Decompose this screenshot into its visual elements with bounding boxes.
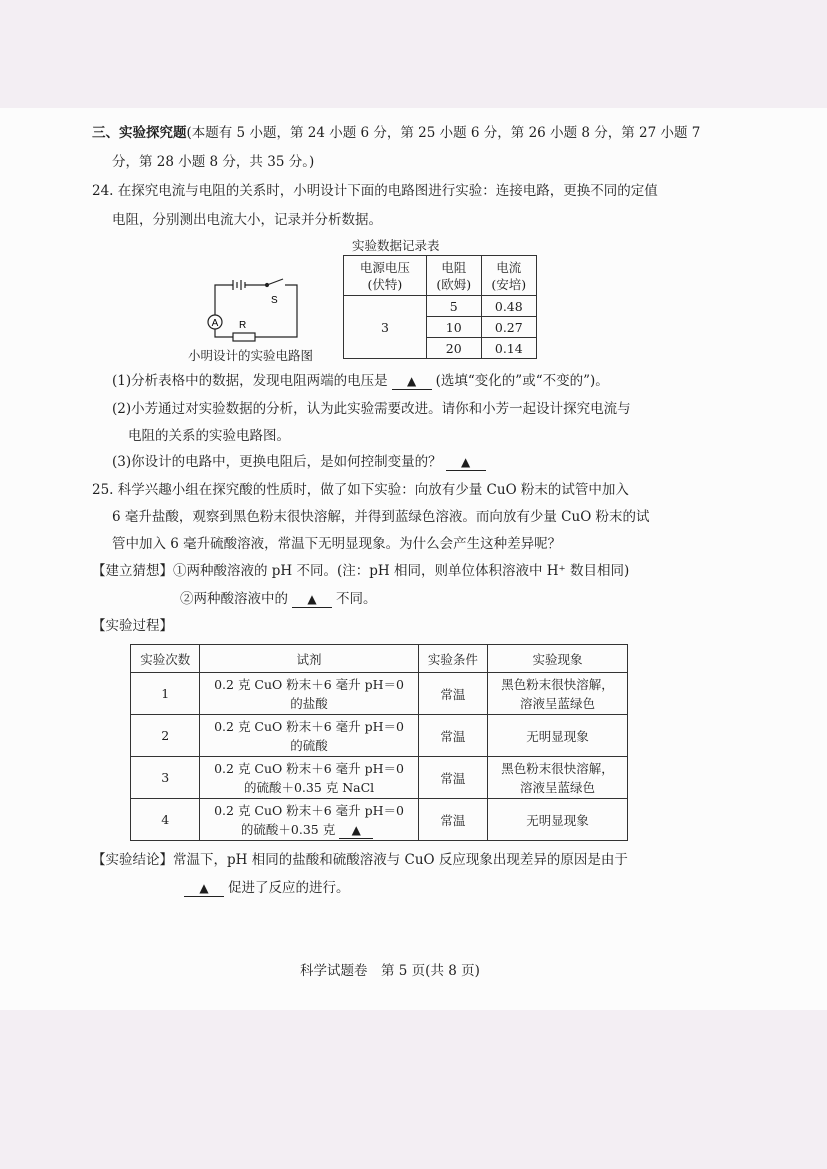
section-desc-1: (本题有 5 小题，第 24 小题 6 分，第 25 小题 6 分，第 26 小题 8 分，第 27 小题 7: [186, 125, 701, 141]
header-voltage: 电源电压 (伏特): [344, 256, 427, 296]
phenomenon-cell: 黑色粉末很快溶解， 溶液呈蓝绿色: [488, 673, 628, 715]
wire-top-left: [215, 285, 233, 315]
record-table: [343, 255, 537, 359]
q25-conclusion-1: 【实验结论】常温下，pH 相同的盐酸和硫酸溶液与 CuO 反应现象出现差异的原因是由于: [92, 852, 628, 868]
reagent-cell: 0.2 克 CuO 粉末＋6 毫升 pH＝0 的硫酸: [200, 715, 418, 757]
q25-stem-2: 6 毫升盐酸，观察到黑色粉末很快溶解，并得到蓝绿色溶液。而向放有少量 CuO 粉末的试: [112, 509, 650, 525]
current-cell: 0.14: [481, 338, 536, 359]
q24-stem-2: 电阻，分别测出电流大小，记录并分析数据。: [112, 212, 382, 228]
header-condition: 实验条件: [418, 645, 487, 673]
record-table-header-row: [344, 256, 537, 296]
q24-part3: (3)你设计的电路中，更换电阻后，是如何控制变量的？ ▲: [112, 452, 490, 472]
condition-cell: 常温: [418, 799, 487, 841]
q25-stem-1: 25. 科学兴趣小组在探究酸的性质时，做了如下实验：向放有少量 CuO 粉末的试管中加入: [92, 482, 629, 498]
experiment-table-header-row: [131, 645, 628, 673]
table-row: [131, 715, 628, 757]
answer-blank[interactable]: ▲: [184, 880, 224, 897]
reagent-cell: 0.2 克 CuO 粉末＋6 毫升 pH＝0 的硫酸＋0.35 克 NaCl: [200, 757, 418, 799]
phenomenon-cell: 无明显现象: [488, 715, 628, 757]
table-row: [344, 296, 537, 317]
switch-label: S: [271, 295, 278, 306]
answer-blank[interactable]: ▲: [292, 591, 332, 608]
q24-part1: (1)分析表格中的数据，发现电阻两端的电压是 ▲ (选填“变化的”或“不变的”)。: [112, 373, 609, 389]
section-header: [92, 123, 700, 143]
resistance-cell: 10: [426, 317, 481, 338]
q24-part2-2: 电阻的关系的实验电路图。: [128, 428, 290, 444]
ammeter-label: A: [211, 318, 219, 329]
phenomenon-cell: 无明显现象: [488, 799, 628, 841]
resistor-label: R: [239, 320, 247, 331]
trial-cell: 3: [131, 757, 200, 799]
phenomenon-cell: 黑色粉末很快溶解， 溶液呈蓝绿色: [488, 757, 628, 799]
top-margin-band: [0, 0, 827, 108]
header-trial: 实验次数: [131, 645, 200, 673]
trial-cell: 2: [131, 715, 200, 757]
experiment-table: [130, 644, 628, 841]
resistor-symbol: [233, 333, 255, 341]
exam-page: [0, 108, 827, 1010]
current-cell: 0.48: [481, 296, 536, 317]
header-reagent: 试剂: [200, 645, 418, 673]
table-row: [131, 673, 628, 715]
table-row: [131, 799, 628, 841]
section-title: 三、实验探究题: [92, 125, 187, 141]
q24-stem-1: 24. 在探究电流与电阻的关系时，小明设计下面的电路图进行实验：连接电路，更换不同的定值: [92, 183, 658, 199]
trial-cell: 4: [131, 799, 200, 841]
answer-blank[interactable]: ▲: [446, 454, 486, 471]
header-current: 电流 (安培): [481, 256, 536, 296]
trial-cell: 1: [131, 673, 200, 715]
voltage-cell: 3: [344, 296, 427, 359]
switch-blade: [267, 279, 283, 285]
condition-cell: 常温: [418, 715, 487, 757]
page-footer: 科学试题卷 第 5 页(共 8 页): [300, 963, 480, 979]
q24-part2-1: (2)小芳通过对实验数据的分析，认为此实验需要改进。请你和小芳一起设计探究电流与: [112, 401, 631, 417]
bottom-margin-band: [0, 1010, 827, 1169]
circuit-diagram: [195, 270, 310, 345]
q25-hypothesis-1: 【建立猜想】①两种酸溶液的 pH 不同。(注：pH 相同，则单位体积溶液中 H⁺ 数目相同): [92, 563, 630, 579]
condition-cell: 常温: [418, 673, 487, 715]
resistance-cell: 20: [426, 338, 481, 359]
reagent-cell: 0.2 克 CuO 粉末＋6 毫升 pH＝0 的盐酸: [200, 673, 418, 715]
circuit-caption: 小明设计的实验电路图: [188, 348, 314, 363]
q25-stem-3: 管中加入 6 毫升硫酸溶液，常温下无明显现象。为什么会产生这种差异呢？: [112, 536, 562, 552]
answer-blank[interactable]: ▲: [339, 822, 373, 839]
table-row: [131, 757, 628, 799]
current-cell: 0.27: [481, 317, 536, 338]
record-table-title: 实验数据记录表: [352, 238, 440, 253]
process-label: 【实验过程】: [92, 618, 173, 634]
reagent-cell: 0.2 克 CuO 粉末＋6 毫升 pH＝0 的硫酸＋0.35 克 ▲: [200, 799, 418, 841]
header-phenomenon: 实验现象: [488, 645, 628, 673]
q25-hypothesis-2: ②两种酸溶液中的 ▲ 不同。: [180, 591, 377, 607]
section-desc-2: 分，第 28 小题 8 分，共 35 分。): [112, 154, 315, 170]
q25-conclusion-2: ▲ 促进了反应的进行。: [180, 878, 350, 898]
resistance-cell: 5: [426, 296, 481, 317]
answer-blank[interactable]: ▲: [392, 373, 432, 390]
condition-cell: 常温: [418, 757, 487, 799]
header-resistance: 电阻 (欧姆): [426, 256, 481, 296]
